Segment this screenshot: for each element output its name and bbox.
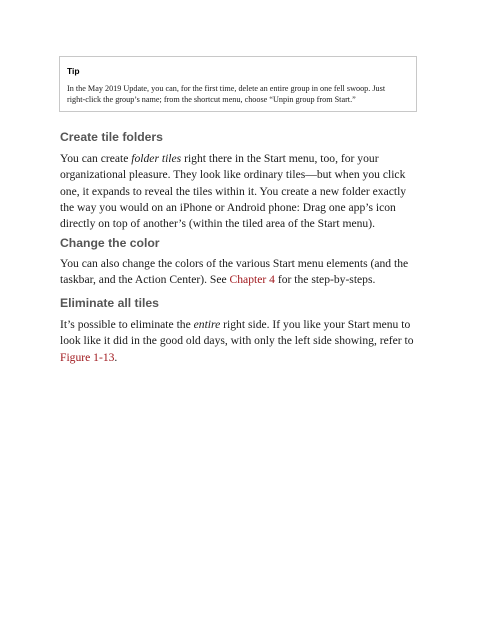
text-run: taskbar, and the Action Center). See bbox=[60, 273, 230, 287]
tip-label: Tip bbox=[67, 66, 80, 76]
tip-text bbox=[67, 83, 409, 105]
section-paragraph-eliminate-all-tiles bbox=[60, 317, 420, 366]
tip-box bbox=[59, 56, 417, 112]
tip-line: right-click the group’s name; from the shortcut menu, choose “Unpin group from Start.” bbox=[67, 95, 356, 104]
section-paragraph-change-the-color bbox=[60, 256, 420, 289]
paragraph-line: one, it expands to reveal the tiles within it. You create a new folder exactly bbox=[60, 184, 407, 198]
paragraph-line bbox=[60, 317, 420, 333]
section-heading-eliminate-all-tiles: Eliminate all tiles bbox=[60, 296, 159, 310]
text-run: right there in the Start menu, too, for your bbox=[181, 152, 379, 165]
section-paragraph-create-tile-folders bbox=[60, 151, 420, 232]
text-run: for the step-by-steps. bbox=[274, 273, 376, 287]
text-run: . bbox=[114, 350, 118, 364]
paragraph-line: look like it did in the good old days, with only the left side showing, refer to bbox=[60, 334, 414, 348]
section-heading-create-tile-folders: Create tile folders bbox=[60, 130, 163, 144]
chapter-4-link[interactable]: Chapter 4 bbox=[229, 273, 275, 287]
paragraph-line: the way you would on an iPhone or Android phone: Drag one app’s icon bbox=[60, 200, 396, 214]
text-run: right side. If you like your Start menu to bbox=[220, 318, 411, 331]
emphasis-folder-tiles: folder tiles bbox=[131, 152, 182, 165]
text-run: It’s possible to eliminate the bbox=[60, 318, 194, 331]
section-heading-change-the-color: Change the color bbox=[60, 236, 160, 250]
tip-line: In the May 2019 Update, you can, for the first time, delete an entire group in one fell swoop. Just bbox=[67, 84, 386, 93]
paragraph-line bbox=[60, 350, 420, 366]
paragraph-line: You can also change the colors of the various Start menu elements (and the bbox=[60, 257, 409, 270]
paragraph-line: organizational pleasure. They look like ordinary tiles—but when you click bbox=[60, 168, 406, 182]
figure-1-13-link[interactable]: Figure 1-13 bbox=[60, 350, 115, 364]
text-run: You can create bbox=[60, 152, 132, 165]
paragraph-line bbox=[60, 272, 420, 288]
emphasis-entire: entire bbox=[193, 318, 221, 331]
paragraph-line bbox=[60, 151, 420, 167]
paragraph-line: directly on top of another’s (within the tiled area of the Start menu). bbox=[60, 217, 375, 231]
